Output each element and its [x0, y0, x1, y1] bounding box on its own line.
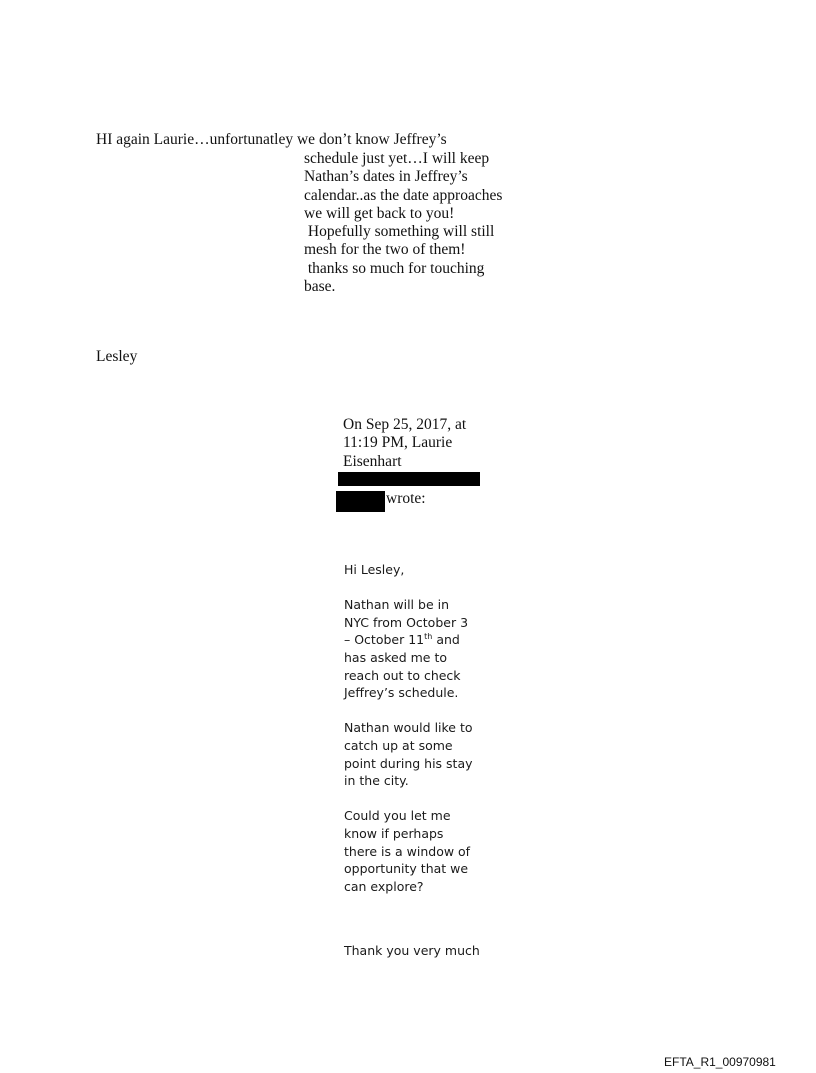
quoted-text: – October 11 — [344, 632, 425, 648]
quoted-line: Nathan will be in — [344, 597, 449, 613]
quoted-line: in the city. — [344, 773, 409, 789]
quoted-paragraph — [344, 719, 473, 789]
reply-line: we will get back to you! — [304, 204, 455, 222]
quoted-paragraph — [344, 596, 473, 702]
quoted-line: Jeffrey’s schedule. — [344, 685, 459, 701]
reply-line: thanks so much for touching — [304, 259, 485, 277]
quoted-line: Nathan would like to — [344, 720, 473, 736]
quoted-line — [344, 631, 473, 649]
quote-wrote: wrote: — [386, 490, 426, 507]
signature: Lesley — [96, 348, 138, 365]
ordinal-suffix: th — [424, 632, 433, 642]
reply-line: Nathan’s dates in Jeffrey’s — [304, 168, 468, 186]
quoted-text: and — [432, 632, 460, 648]
quote-header — [343, 416, 466, 471]
quoted-message — [344, 561, 473, 913]
reply-line: base. — [304, 278, 336, 296]
reply-line: Hopefully something will still — [304, 223, 495, 241]
quote-header-line: 11:19 PM, Laurie — [343, 434, 453, 452]
quoted-line: NYC from October 3 — [344, 614, 469, 630]
reply-first-line: HI again Laurie…unfortunatley we don’t know Jeffrey’s — [96, 131, 447, 148]
quoted-line: know if perhaps — [344, 825, 444, 841]
reply-line: mesh for the two of them! — [304, 241, 466, 259]
quoted-line: reach out to check — [344, 667, 461, 683]
quoted-line: opportunity that we — [344, 861, 469, 877]
closing-line: Thank you very much — [344, 943, 480, 958]
quote-header-line: On Sep 25, 2017, at — [343, 416, 467, 433]
quoted-line: there is a window of — [344, 843, 471, 859]
quoted-line: can explore? — [344, 878, 424, 894]
document-id: EFTA_R1_00970981 — [664, 1055, 776, 1069]
reply-body — [304, 150, 502, 296]
quoted-line: catch up at some — [344, 737, 453, 753]
reply-line: calendar..as the date approaches — [304, 186, 503, 204]
reply-line: schedule just yet…I will keep — [304, 150, 490, 167]
quoted-line: point during his stay — [344, 755, 473, 771]
quote-header-line: Eisenhart — [343, 452, 402, 470]
redaction-bar — [336, 491, 385, 512]
greeting: Hi Lesley, — [344, 562, 405, 577]
quoted-paragraph — [344, 807, 473, 895]
quoted-line: has asked me to — [344, 649, 448, 665]
quoted-line: Could you let me — [344, 808, 451, 824]
redaction-bar — [338, 472, 480, 486]
